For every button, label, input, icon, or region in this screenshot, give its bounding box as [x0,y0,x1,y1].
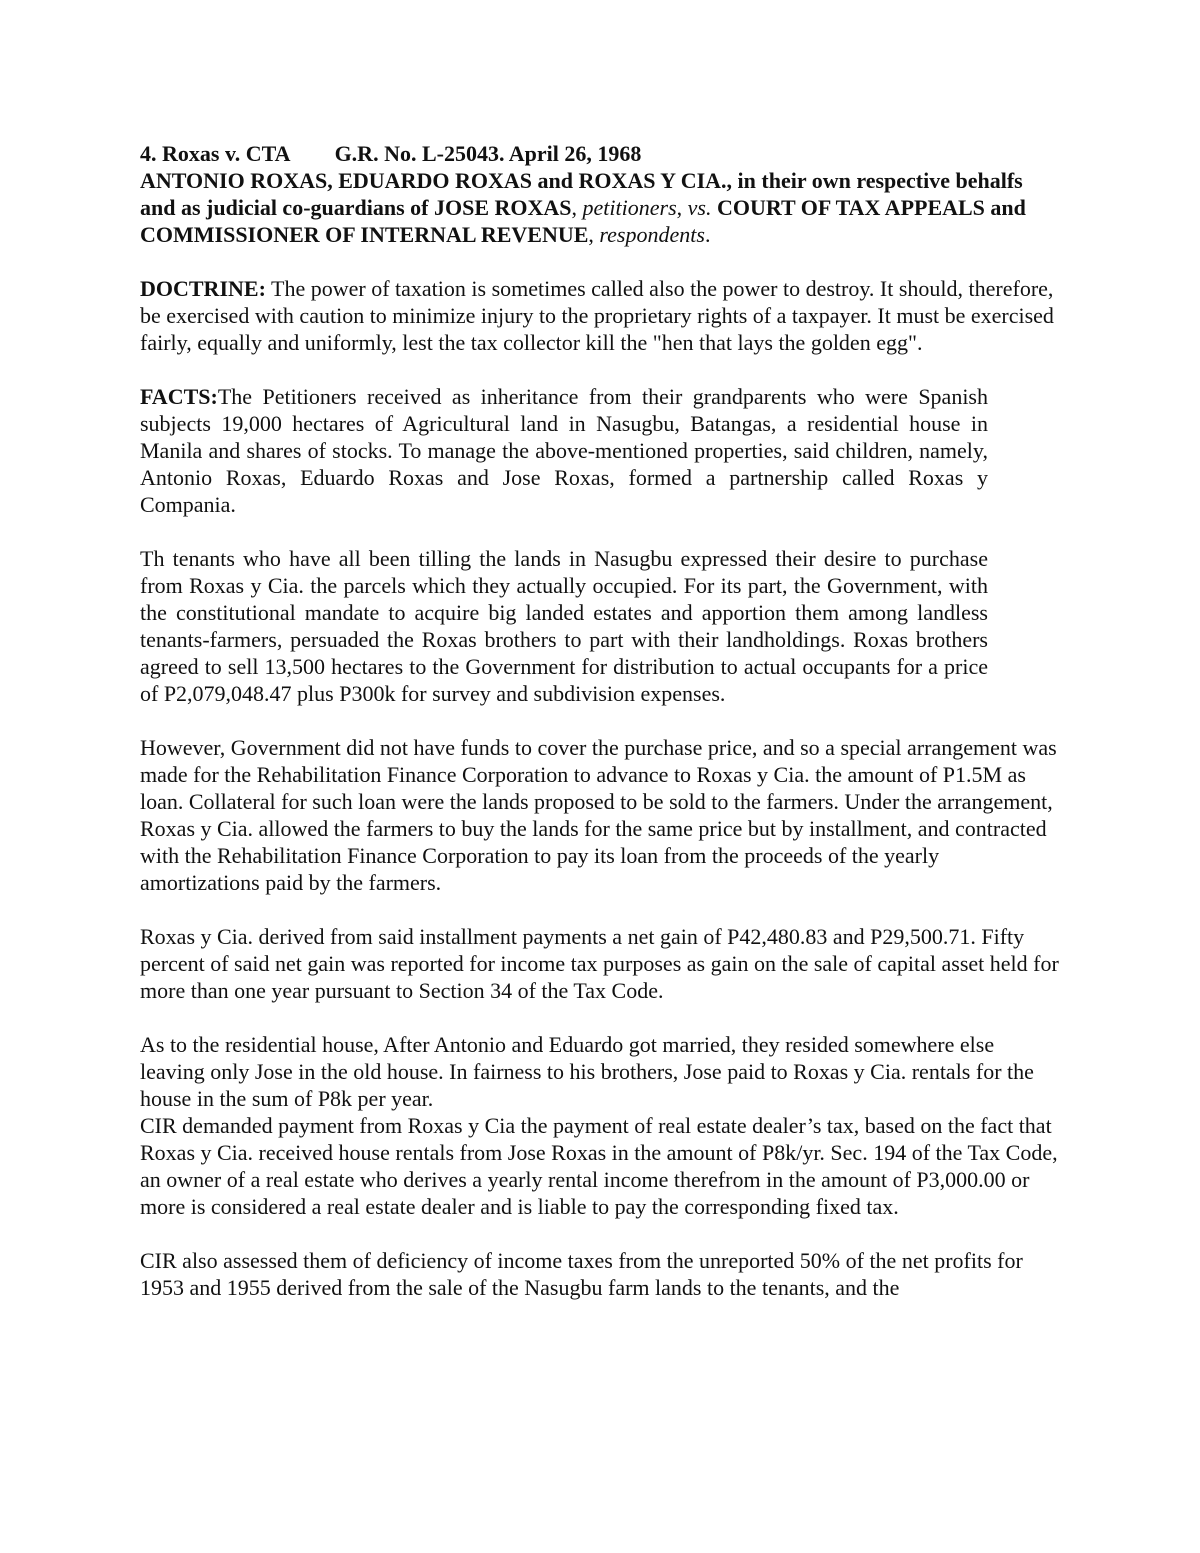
parties-respondents: COURT OF TAX APPEALS and COMMISSIONER OF INTERNAL REVENUE [140,195,1026,247]
facts-paragraph-7: CIR also assessed them of deficiency of income taxes from the unreported 50% of the net profits for 1953 and 1955 derived from the sale of the Nasugbu farm lands to the tenants, and the [140,1248,1023,1300]
facts-paragraph-1 [140,383,988,518]
facts-paragraph-2: Th tenants who have all been tilling the lands in Nasugbu expressed their desire to purchase from Roxas y Cia. the parcels which they actually occupied. For its part, the Government, with the constitutional mandate to acquire big landed estates and apportion them among landless tenants-farmers, persuaded the Roxas brothers to part with their landholdings. Roxas brothers agreed to sell 13,500 hectares to the Government for distribution to actual occupants for a price of P2,079,048.47 plus P300k for survey and subdivision expenses. [140,546,988,706]
case-gr-number: G.R. No. L-25043. April 26, 1968 [334,141,642,166]
respondents-label: respondents [599,222,705,247]
vs-label: vs. [687,195,712,220]
doctrine-paragraph [140,275,1060,356]
facts-paragraph-3: However, Government did not have funds to cover the purchase price, and so a special arrangement was made for the Rehabilitation Finance Corporation to advance to Roxas y Cia. the amount of P1.5M as loan. Collateral for such loan were the lands proposed to be sold to the farmers. Under the arrangement, Roxas y Cia. allowed the farmers to buy the lands for the same price but by installment, and contracted with the Rehabilitation Finance Corporation to pay its loan from the proceeds of the yearly amortizations paid by the farmers. [140,735,1057,895]
doctrine-label: DOCTRINE: [140,276,266,301]
facts-text-1: The Petitioners received as inheritance from their grandparents who were Spanish subjects 19,000 hectares of Agricultural land in Nasugbu, Batangas, a residential house in Manila and shares of stocks. To manage the above-mentioned properties, said children, namely, Antonio Roxas, Eduardo Roxas and Jose Roxas, formed a partnership called Roxas y Compania. [140,384,988,517]
facts-paragraph-5: As to the residential house, After Antonio and Eduardo got married, they resided somewhere else leaving only Jose in the old house. In fairness to his brothers, Jose paid to Roxas y Cia. rentals for the house in the sum of P8k per year. [140,1032,1034,1111]
facts-paragraph-6: CIR demanded payment from Roxas y Cia the payment of real estate dealer’s tax, based on the fact that Roxas y Cia. received house rentals from Jose Roxas in the amount of P8k/yr. Sec. 194 of the Tax Code, an owner of a real estate who derives a yearly rental income therefrom in the amount of P3,000.00 or more is considered a real estate dealer and is liable to pay the corresponding fixed tax. [140,1113,1058,1219]
document-page [140,140,1060,1301]
case-title-line [140,140,1060,167]
doctrine-text: The power of taxation is sometimes called also the power to destroy. It should, therefore, be exercised with caution to minimize injury to the proprietary rights of a taxpayer. It must be exercised fairly, equally and uniformly, lest the tax collector kill the "hen that lays the golden egg". [140,276,1054,355]
facts-paragraph-4: Roxas y Cia. derived from said installment payments a net gain of P42,480.83 and P29,500.71. Fifty percent of said net gain was reported for income tax purposes as gain on the sale of capital asset held for more than one year pursuant to Section 34 of the Tax Code. [140,924,1059,1003]
case-heading [140,140,1060,248]
parties-petitioners: ANTONIO ROXAS, EDUARDO ROXAS and ROXAS Y CIA., in their own respective behalfs and as judicial co-guardians of JOSE ROXAS [140,168,1023,220]
petitioners-label: petitioners [582,195,677,220]
case-parties: ANTONIO ROXAS, EDUARDO ROXAS and ROXAS Y CIA., in their own respective behalfs and as judicial co-guardians of JOSE ROXAS, petitioners, vs. COURT OF TAX APPEALS and COMMISSIONER OF INTERNAL REVENUE, respondents. [140,168,1026,247]
case-number-title: 4. Roxas v. CTA [140,141,291,166]
facts-label: FACTS: [140,384,218,409]
